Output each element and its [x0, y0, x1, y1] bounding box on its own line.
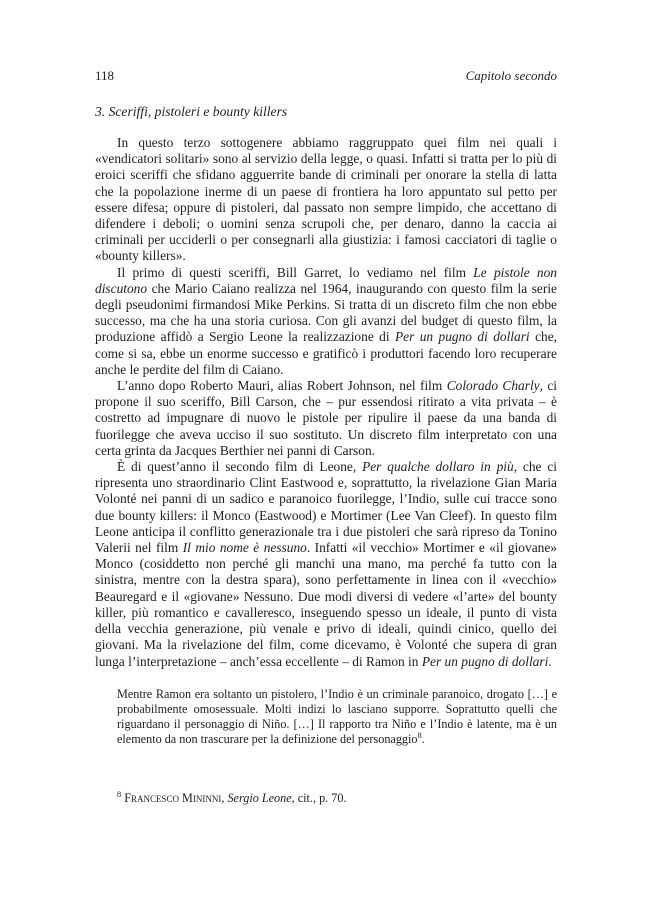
page-number: 118: [95, 68, 115, 83]
paragraph: In questo terzo sottogenere abbiamo raggruppato quei film nei quali i «vendicatori solitari» sono al servizio della legge, o quasi. Infatti si tratta per lo più di eroici sceriffi che sfidano agguerrite bande di criminali per onorare la stella di latta che la popolazione inerme di un paese di frontiera ha loro appuntato sul petto per essere difesa; oppure di pistoleri, dal passato non sempre limpido, che accettano di difendere i deboli; o uomini senza scrupoli che, per denaro, danno la caccia ai criminali per ucciderli o per consegnarli alla giustizia: i famosi cacciatori di taglie o «bounty killers».: [95, 135, 557, 264]
chapter-title: Capitolo secondo: [465, 68, 557, 83]
paragraph: L’anno dopo Roberto Mauri, alias Robert Johnson, nel film Colorado Charly, ci propone il suo sceriffo, Bill Carson, che – pur essendosi ritirato a vita privata – è costretto ad impugnare di nuovo le pistole per ripulire il paese da una banda di fuorilegge che aveva ucciso il suo sostituto. Un discreto film interpretato con una certa grinta da Jacques Berthier nei panni di Carson.: [95, 378, 558, 458]
footnote: [95, 791, 557, 806]
section-heading: 3. Sceriffi, pistoleri e bounty killers: [95, 104, 288, 119]
block-quote: Mentre Ramon era soltanto un pistolero, l’Indio è un criminale paranoico, drogato […] e probabilmente omosessuale. Molti indizi lo lasciano supporre. Soprattutto quelli che riguardano il personaggio di Niño. […] Il rapporto tra Niño e l’Indio è latente, ma è un elemento da non trascurare per la definizione del personaggio$^8$.: [117, 686, 557, 746]
paragraph: Il primo di questi sceriffi, Bill Garret, lo vediamo nel film Le pistole non discutono che Mario Caiano realizza nel 1964, inaugurando con questo film la serie degli pseudonimi firmandosi Mike Perkins. Si tratta di un discreto film che non ebbe successo, ma che ha una storia curiosa. Con gli avanzi del budget di questo film, la produzione affidò a Sergio Leone la realizzazione di Per un pugno di dollari che, come si sa, ebbe un enorme successo e gratificò i produttori facendo loro recuperare anche le perdite del film di Caiano.: [95, 264, 558, 377]
page-content: [95, 68, 557, 747]
running-head: [95, 68, 557, 84]
text-body: [95, 135, 557, 747]
footnote-text: $^8$ Francesco Mininni, Sergio Leone, cit., p. 70.: [117, 789, 347, 805]
paragraph: È di quest’anno il secondo film di Leone, Per qualche dollaro in più, che ci ripresenta uno straordinario Clint Eastwood e, soprattutto, la rivelazione Gian Maria Volonté nei panni di un sadico e paranoico fuorilegge, l’Indio, sulle cui tracce sono due bounty killers: il Monco (Eastwood) e Mortimer (Lee Van Cleef). In questo film Leone anticipa il conflitto generazionale tra i due pistoleri che sarà ripreso da Tonino Valerii nel film Il mio nome è nessuno. Infatti «il vecchio» Mortimer e «il giovane» Monco (cosiddetto non perché gli manchi una mano, ma perché fa tutto con la sinistra, mentre con la destra spara), sono perfettamente in linea con il «vecchio» Beauregard e il «giovane» Nessuno. Due modi diversi di vedere «l’arte» del bounty killer, più romantico e cavalleresco, inseguendo spesso un ideale, il punto di vista della vecchia generazione, più venale e privo di ideali, quindi cinico, quello dei giovani. Ma la rivelazione del film, come dicevamo, è Volonté che supera di gran lunga l’interpretazione – anch’essa eccellente – di Ramon in Per un pugno di dollari.: [95, 459, 557, 669]
